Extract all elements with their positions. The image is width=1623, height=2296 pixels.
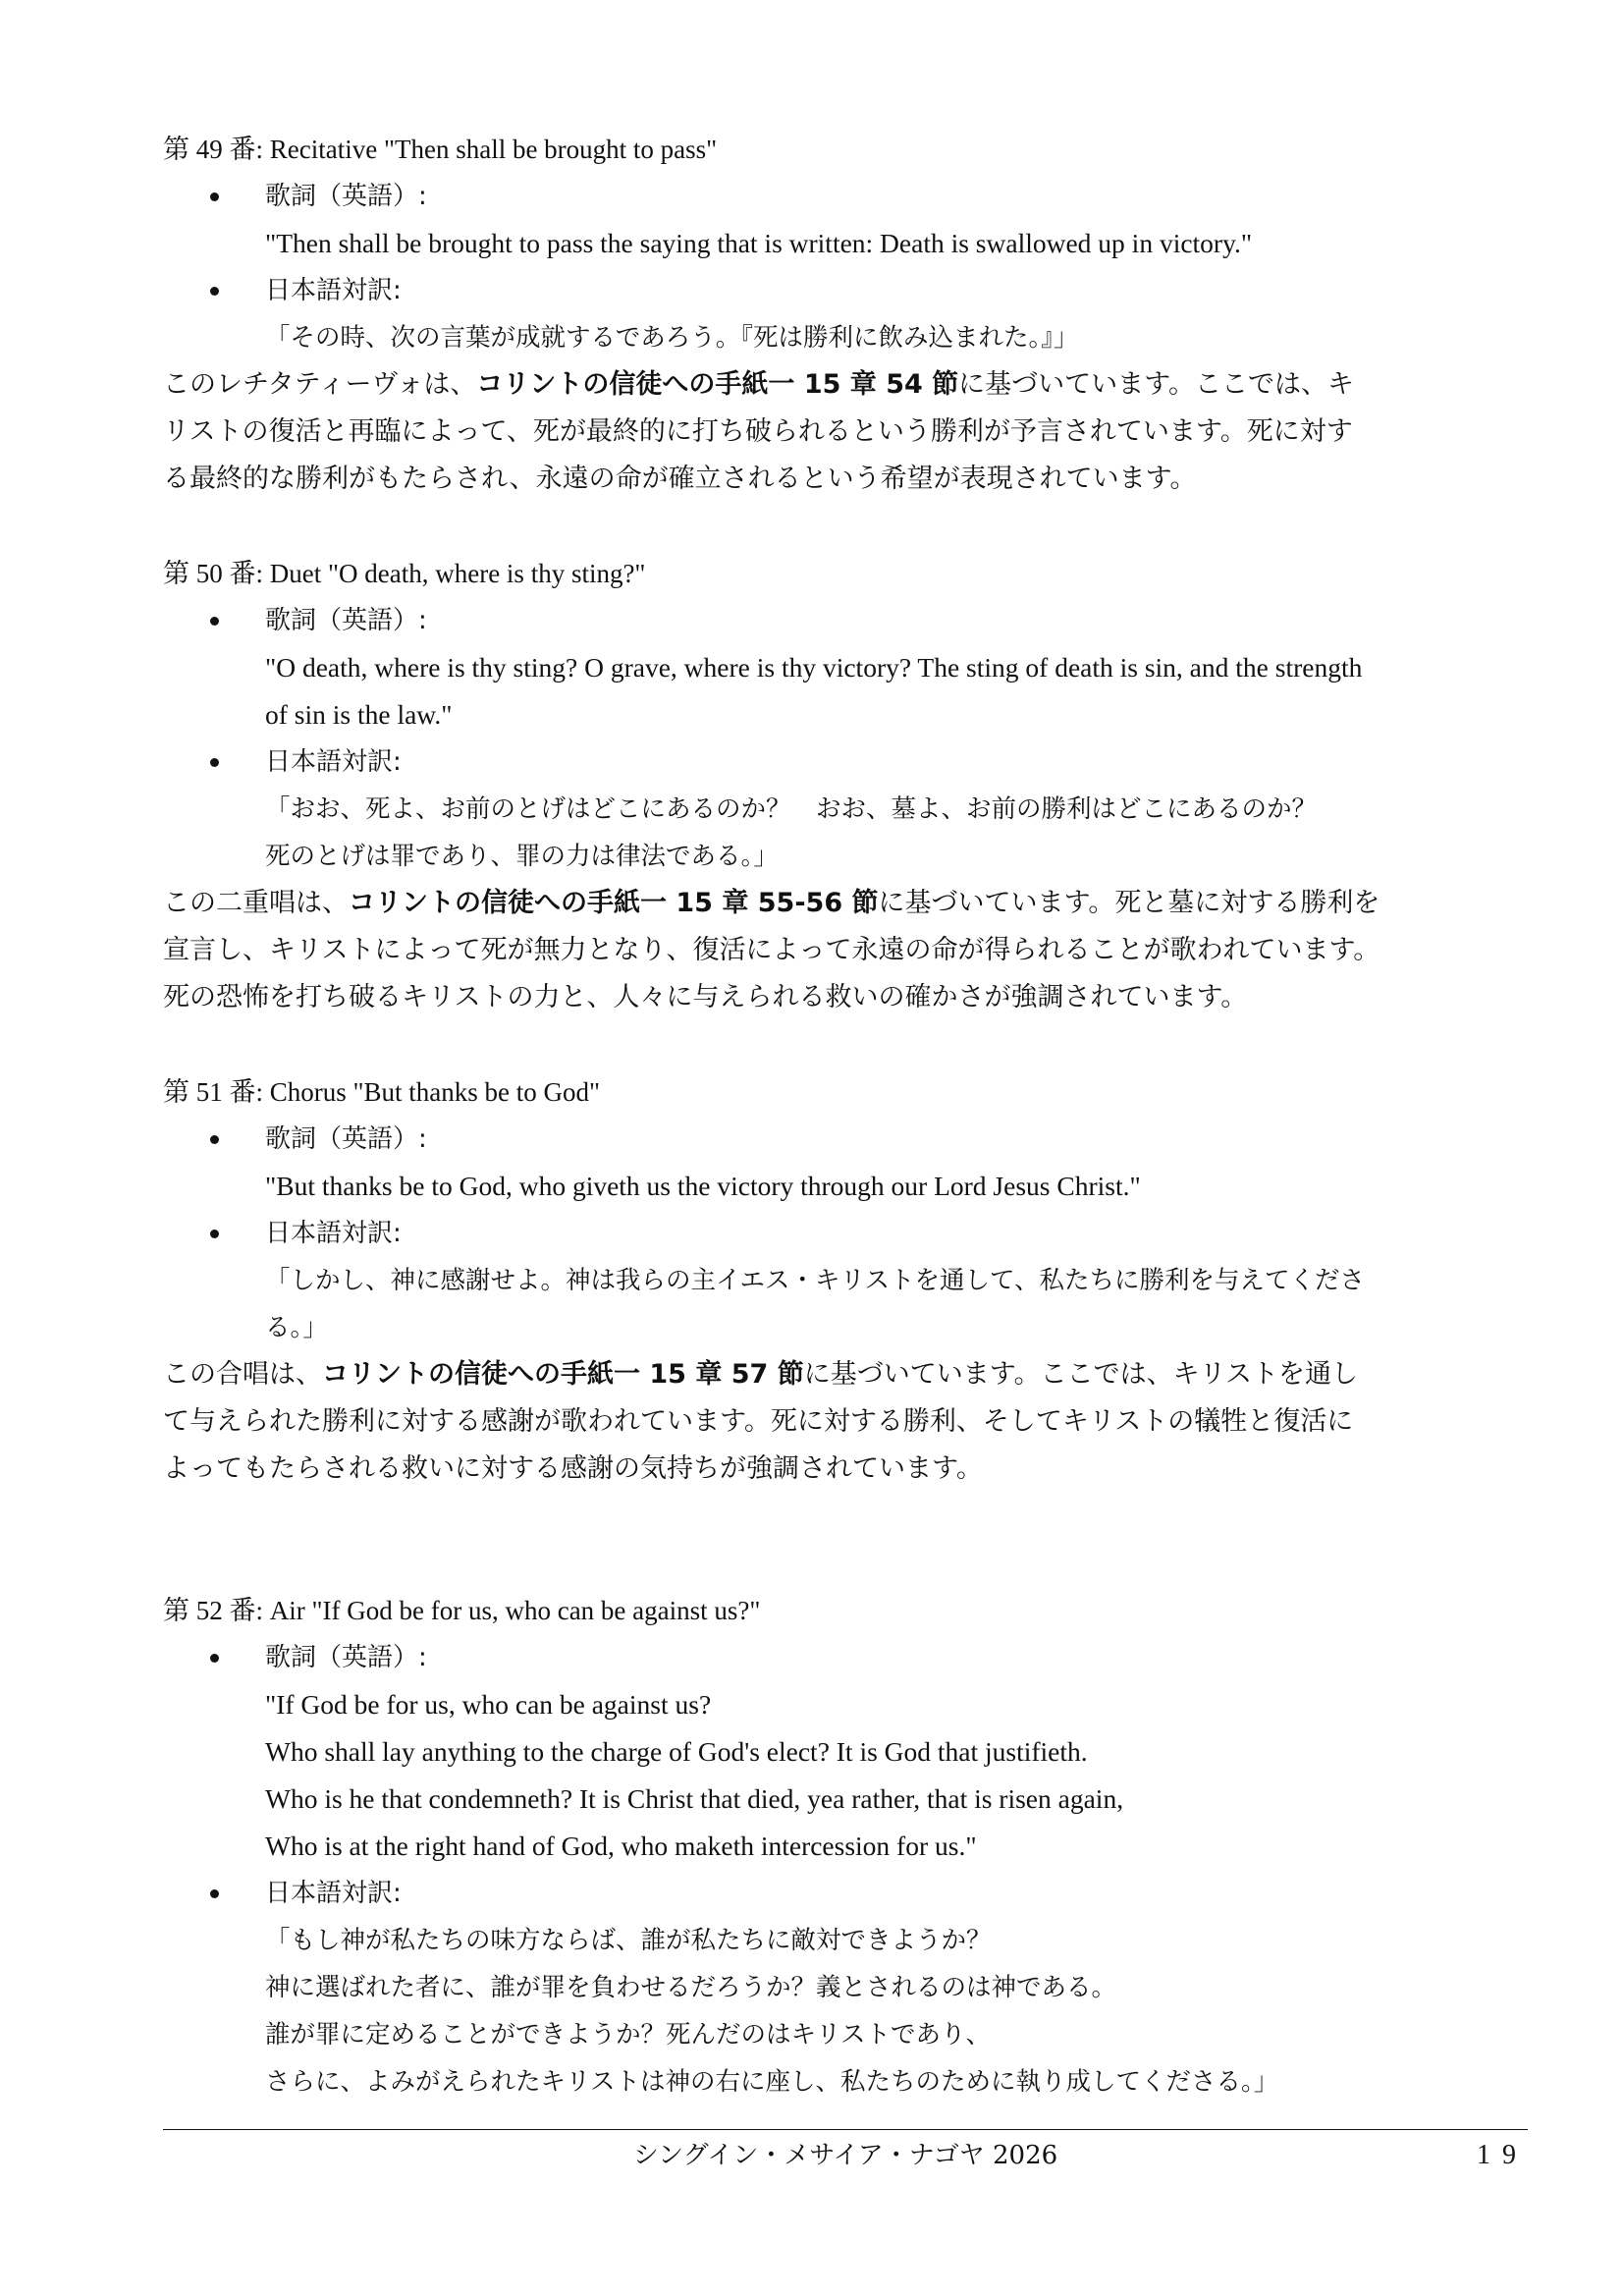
lyrics-label: 歌詞（英語）: [265,606,427,635]
desc-text: に基づいています。ここでは、キリストを通し [803,1359,1359,1390]
lyrics-en-line: "Then shall be brought to pass the saying that is written: Death is swallowed up in victory." [265,228,1253,258]
lyrics-label: 歌詞（英語）: [265,1643,427,1672]
scripture-reference: コリントの信徒への手紙一 15 章 55-56 節 [349,888,879,918]
lyrics-ja-line: 誰が罪に定めることができようか？死んだのはキリストであり、 [265,2020,991,2050]
lyrics-en-line: "If God be for us, who can be against us? [265,1689,712,1720]
lyrics-label: 歌詞（英語）: [265,182,427,211]
bullet-icon [210,758,219,767]
desc-text: この合唱は、 [163,1359,322,1390]
scripture-reference: コリントの信徒への手紙一 15 章 57 節 [322,1359,804,1390]
lyrics-japanese-item [163,267,1528,361]
spacer [163,1493,1528,1587]
lyrics-en-line: Who is at the right hand of God, who maketh intercession for us." [265,1831,977,1861]
footer-title: シングイン・メサイア・ナゴヤ 2026 [632,2141,1058,2170]
section-heading: 第 50 番: Duet "O death, where is thy sting?" [163,559,646,588]
section-52 [163,1587,1528,2105]
lyrics-ja-line: 「しかし、神に感謝せよ。神は我らの主イエス・キリストを通して、私たちに勝利を与えてくださ [265,1266,1365,1295]
desc-text: この二重唱は、 [163,888,349,918]
section-49 [163,126,1528,503]
lyrics-english-item [163,1116,1528,1210]
lyrics-ja-line: さらに、よみがえられたキリストは神の右に座し、私たちのために執り成してくださる。」 [265,2067,1279,2097]
translation-label: 日本語対訳: [265,276,402,305]
description-line: リストの復活と再臨によって、死が最終的に打ち破られるという勝利が予言されています。死に対す [163,416,1353,447]
lyrics-english-item [163,597,1528,738]
scripture-reference: コリントの信徒への手紙一 15 章 54 節 [476,369,959,400]
section-heading: 第 52 番: Air "If God be for us, who can be against us?" [163,1596,761,1625]
section-heading: 第 51 番: Chorus "But thanks be to God" [163,1077,601,1107]
translation-label: 日本語対訳: [265,1219,402,1248]
spacer [163,503,1528,550]
section-50 [163,550,1528,1021]
bullet-icon [210,287,219,296]
description-paragraph [163,361,1528,503]
translation-label: 日本語対訳: [265,1879,402,1908]
translation-label: 日本語対訳: [265,747,402,777]
lyrics-ja-line: 死のとげは罪であり、罪の力は律法である。」 [265,842,779,871]
lyrics-ja-line: 「その時、次の言葉が成就するであろう。『死は勝利に飲み込まれた。』」 [265,323,1079,353]
bullet-icon [210,617,219,626]
bullet-icon [210,1230,219,1238]
lyrics-en-line: Who is he that condemneth? It is Christ that died, yea rather, that is risen again, [265,1783,1124,1814]
page-content [163,126,1528,2105]
description-line: て与えられた勝利に対する感謝が歌われています。死に対する勝利、そしてキリストの犠牲と復活に [163,1406,1354,1437]
desc-text: に基づいています。ここでは、キ [958,369,1355,400]
lyrics-en-line: "O death, where is thy sting? O grave, where is thy victory? The sting of death is sin, and the strength [265,652,1363,683]
bullet-icon [210,1654,219,1663]
section-heading: 第 49 番: Recitative "Then shall be brought to pass" [163,135,718,164]
bullet-icon [210,1889,219,1898]
lyrics-ja-line: 「もし神が私たちの味方ならば、誰が私たちに敵対できようか？ [265,1926,992,1955]
bullet-icon [210,1135,219,1144]
lyrics-ja-line: る。」 [265,1313,328,1342]
description-line: よってもたらされる救いに対する感謝の気持ちが強調されています。 [163,1453,983,1484]
lyrics-ja-line: 神に選ばれた者に、誰が罪を負わせるだろうか？義とされるのは神である。 [265,1973,1117,2002]
description-line: る最終的な勝利がもたらされ、永遠の命が確立されるという希望が表現されています。 [163,464,1197,494]
lyrics-en-line: "But thanks be to God, who giveth us the victory through our Lord Jesus Christ." [265,1171,1141,1201]
description-line [163,880,1528,927]
desc-text: に基づいています。死と墓に対する勝利を [878,888,1380,918]
description-line: 死の恐怖を打ち破るキリストの力と、人々に与えられる救いの確かさが強調されています。 [163,982,1248,1012]
lyrics-english-item [163,1634,1528,1870]
lyrics-label: 歌詞（英語）: [265,1124,427,1154]
spacer [163,1021,1528,1068]
lyrics-ja-line: 「おお、死よ、お前のとげはどこにあるのか？ おお、墓よ、お前の勝利はどこにあるのか？ [265,794,1318,824]
lyrics-japanese-item [163,1870,1528,2105]
footer-divider [163,2129,1528,2130]
lyrics-japanese-item [163,1210,1528,1351]
description-paragraph [163,880,1528,1021]
lyrics-english-item [163,173,1528,267]
desc-text: このレチタティーヴォは、 [163,369,477,400]
description-paragraph [163,1351,1528,1493]
description-line [163,361,1528,409]
lyrics-en-line: Who shall lay anything to the charge of God's elect? It is God that justifieth. [265,1736,1088,1767]
lyrics-japanese-item [163,738,1528,880]
description-line [163,1351,1528,1398]
section-51 [163,1068,1528,1493]
description-line: 宣言し、キリストによって死が無力となり、復活によって永遠の命が得られることが歌われています。 [163,935,1380,965]
page-number: 19 [1477,2140,1528,2170]
lyrics-en-line: of sin is the law." [265,699,453,730]
bullet-icon [210,192,219,201]
